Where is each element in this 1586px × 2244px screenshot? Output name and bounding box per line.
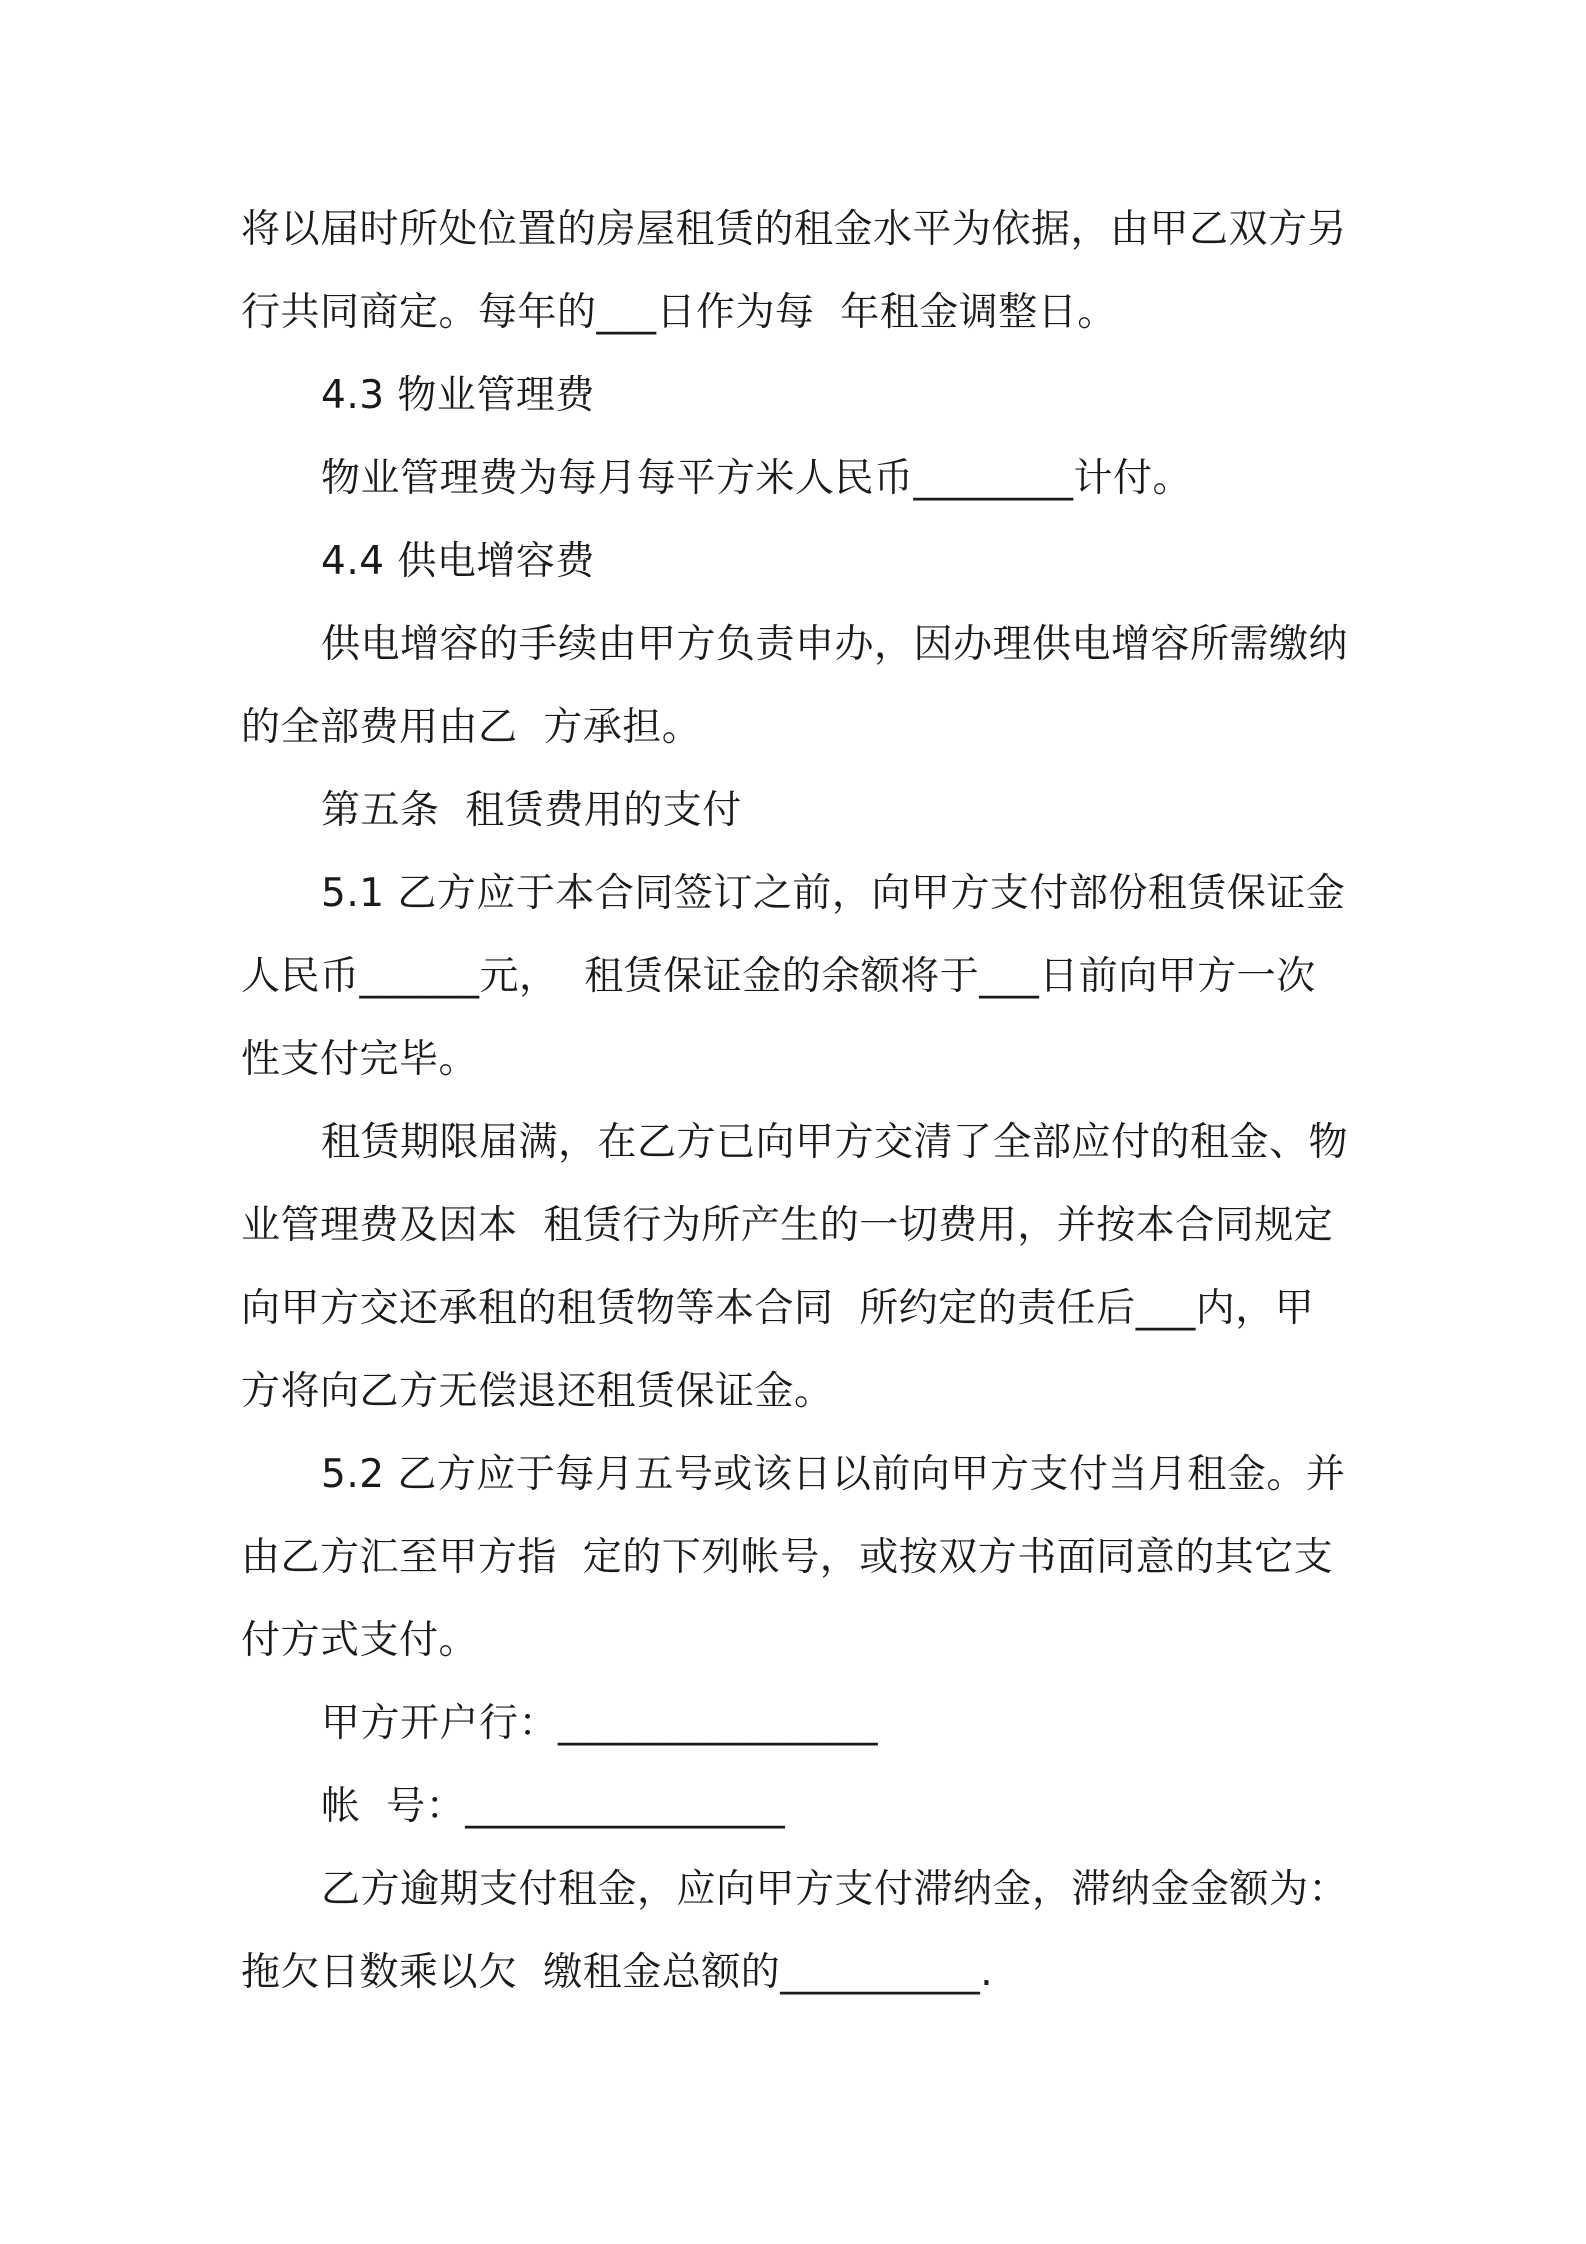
section-heading-4-3: 4.3 物业管理费 xyxy=(321,373,595,418)
paragraph-line: 租赁期限届满，在乙方已向甲方交清了全部应付的租金、物 xyxy=(321,1120,1349,1165)
paragraph-line: 将以届时所处位置的房屋租赁的租金水平为依据，由甲乙双方另 xyxy=(241,207,1348,252)
paragraph-line: 乙方逾期支付租金，应向甲方支付滞纳金，滞纳金金额为： xyxy=(321,1867,1349,1912)
paragraph-line: 付方式支付。 xyxy=(241,1618,479,1663)
account-number-field-line: 帐 号：________________ xyxy=(321,1784,786,1829)
paragraph-line: 5.1 乙方应于本合同签订之前，向甲方支付部份租赁保证金 xyxy=(321,871,1346,916)
paragraph-line: 行共同商定。每年的___日作为每 年租金调整日。 xyxy=(241,290,1117,335)
article-heading-5: 第五条 租赁费用的支付 xyxy=(321,788,742,833)
paragraph-line: 拖欠日数乘以欠 缴租金总额的__________. xyxy=(241,1950,994,1995)
bank-name-field-line: 甲方开户行：________________ xyxy=(321,1701,879,1746)
paragraph-line: 供电增容的手续由甲方负责申办，因办理供电增容所需缴纳 xyxy=(321,622,1349,667)
paragraph-line: 物业管理费为每月每平方米人民币________计付。 xyxy=(321,456,1193,501)
paragraph-line: 向甲方交还承租的租赁物等本合同 所约定的责任后___内，甲 xyxy=(241,1286,1315,1331)
paragraph-line: 的全部费用由乙 方承担。 xyxy=(241,705,702,750)
paragraph-line: 性支付完毕。 xyxy=(241,1037,479,1082)
paragraph-line: 由乙方汇至甲方指 定的下列帐号，或按双方书面同意的其它支 xyxy=(241,1535,1334,1580)
paragraph-line: 方将向乙方无偿退还租赁保证金。 xyxy=(241,1369,834,1414)
paragraph-line: 业管理费及因本 租赁行为所产生的一切费用，并按本合同规定 xyxy=(241,1203,1334,1248)
section-heading-4-4: 4.4 供电增容费 xyxy=(321,539,595,584)
paragraph-line: 人民币______元， 租赁保证金的余额将于___日前向甲方一次 xyxy=(241,954,1316,999)
paragraph-line: 5.2 乙方应于每月五号或该日以前向甲方支付当月租金。并 xyxy=(321,1452,1346,1497)
